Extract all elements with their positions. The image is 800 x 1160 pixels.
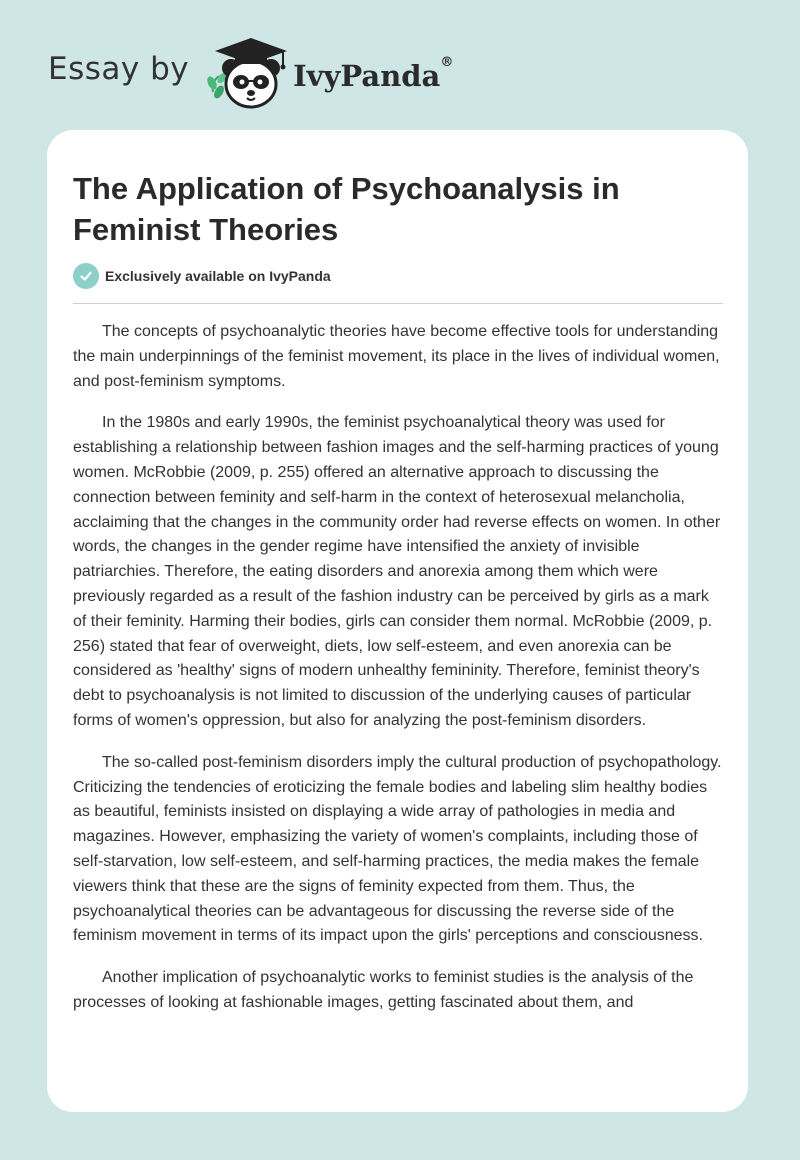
check-circle-icon	[73, 263, 99, 289]
exclusive-badge	[73, 263, 331, 289]
article-paragraph: In the 1980s and early 1990s, the feminist psychoanalytical theory was used for establishing a relationship between fashion images and the self-harming practices of young women. McRobbie (2009, p. 255) offered an alternative approach to discussing the connection between feminity and self-harm in the context of heterosexual melancholia, acclaiming that the changes in the community order had reverse effects on women. In other words, the changes in the gender regime have intensified the anxiety of invisible patriarchies. Therefore, the eating disorders and anorexia among them which were previously regarded as a result of the fashion industry can be perceived by girls as a mark of their feminity. Harming their bodies, girls can consider them normal. McRobbie (2009, p. 256) stated that fear of overweight, diets, low self-esteem, and even anorexia can be considered as 'healthy' signs of modern unhealthy femininity. Therefore, feminist theory's debt to psychoanalysis is not limited to discussion of the underlying causes of particular forms of women's oppression, but also for analyzing the post-feminism disorders.	[73, 414, 721, 729]
essay-by-label: Essay by	[48, 51, 190, 87]
exclusive-badge-label: Exclusively available on IvyPanda	[105, 268, 331, 284]
title-divider	[73, 303, 723, 304]
site-header	[48, 34, 453, 112]
article-paragraph: The concepts of psychoanalytic theories have become effective tools for understanding the main underpinnings of the feminist movement, its place in the lives of individual women, and post-feminism symptoms.	[73, 323, 720, 390]
article-card	[47, 130, 748, 1112]
article-paragraph: The so-called post-feminism disorders imply the cultural production of psychopathology. Criticizing the tendencies of eroticizing the female bodies and labeling slim healthy bodies as beautiful, feminists insisted on displaying a wide array of pathologies in media and magazines. However, emphasizing the variety of women's complaints, including those of self-starvation, low self-esteem, and self-harming practices, the media makes the female viewers think that these are the signs of feminity expected from them. Thus, the psychoanalytical theories can be advantageous for discussing the reverse side of the feminism movement in terms of its impact upon the girls' perceptions and consciousness.	[73, 753, 722, 945]
brand-name[interactable]	[293, 55, 454, 93]
article-body	[73, 320, 725, 1033]
panda-logo-icon[interactable]	[203, 34, 291, 112]
registered-mark: ®	[440, 55, 454, 70]
article-paragraph: Another implication of psychoanalytic works to feminist studies is the analysis of the processes of looking at fashionable images, getting fascinated about them, and	[73, 969, 694, 1011]
article-title: The Application of Psychoanalysis in Feminist Theories	[73, 171, 620, 247]
brand-text: IvyPanda	[293, 59, 441, 93]
